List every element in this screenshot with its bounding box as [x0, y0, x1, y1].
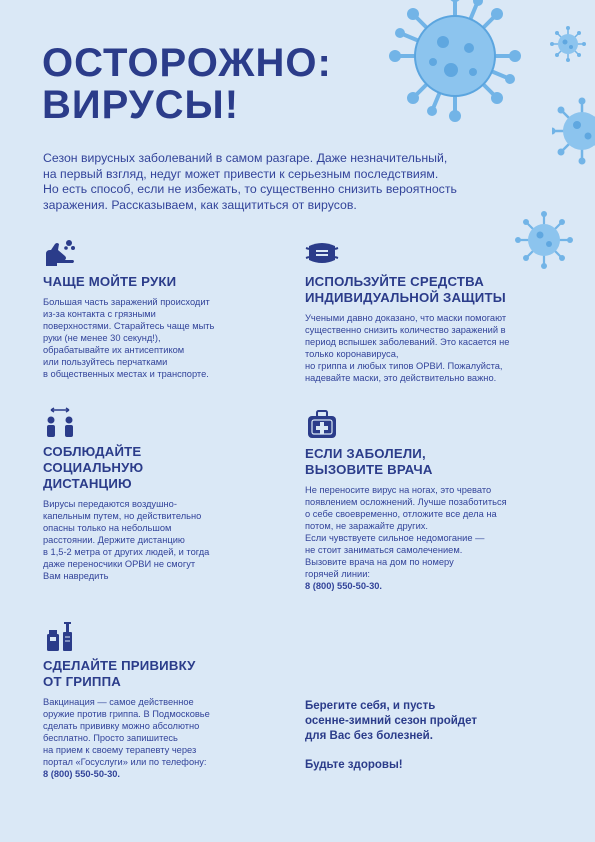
- intro-line: Но есть способ, если не избежать, то существенно снизить вероятность: [43, 182, 457, 197]
- section-body: Вирусы передаются воздушно- капельным путем, но действительно опасны только на небольшом расстоянии. Держите дистанцию в 1,5-2 метра от других людей, и тогда даже переносчики ОРВИ не смогут Вам навредить: [43, 499, 210, 581]
- intro-text: [43, 151, 538, 213]
- section-heading: ЕСЛИ ЗАБОЛЕЛИ, ВЫЗОВИТЕ ВРАЧА: [305, 446, 433, 477]
- virus-icon: [385, 0, 525, 126]
- virus-icon: [552, 96, 595, 166]
- closing-line: для Вас без болезней.: [305, 730, 433, 742]
- closing-message: [305, 699, 477, 773]
- title-line: ОСТОРОЖНО:: [42, 41, 332, 85]
- phone-number: 8 (800) 550-50-30.: [305, 581, 383, 591]
- vaccine-icon: [43, 620, 77, 654]
- page-title: [42, 42, 332, 126]
- medical-kit-icon: [305, 408, 339, 442]
- title-line: ВИРУСЫ!: [42, 83, 240, 127]
- section-vaccine: [43, 620, 283, 780]
- section-distance: [43, 406, 283, 582]
- section-wash-hands: [43, 236, 283, 380]
- section-heading: ИСПОЛЬЗУЙТЕ СРЕДСТВА ИНДИВИДУАЛЬНОЙ ЗАЩИТЫ: [305, 274, 506, 305]
- section-heading: СОБЛЮДАЙТЕ СОЦИАЛЬНУЮ ДИСТАНЦИЮ: [43, 444, 144, 491]
- social-distance-icon: [43, 406, 77, 440]
- section-body: Большая часть заражений происходит из-за контакта с грязными поверхностями. Старайтесь чаще мыть руки (не менее 30 секунд!), обрабатывайте их антисептиком или пользуйтесь перчатками в общественных местах и транспорте.: [43, 297, 215, 379]
- closing-line: Берегите себя, и пусть: [305, 700, 436, 712]
- mask-icon: [305, 236, 339, 270]
- intro-line: на первый взгляд, недуг может привести к серьезным последствиям.: [43, 166, 439, 181]
- closing-line: осенне-зимний сезон пройдет: [305, 715, 477, 727]
- closing-final: Будьте здоровы!: [305, 759, 403, 771]
- section-heading: ЧАЩЕ МОЙТЕ РУКИ: [43, 274, 177, 289]
- hand-wash-icon: [43, 236, 77, 270]
- intro-line: заражения. Рассказываем, как защититься от вирусов.: [43, 197, 357, 212]
- section-heading: СДЕЛАЙТЕ ПРИВИВКУ ОТ ГРИППА: [43, 658, 196, 689]
- section-body: Учеными давно доказано, что маски помогают существенно снизить количество заражений в период вспышек заболеваний. Это касается не только коронавируса, но гриппа и любых типов ОРВИ. Пожалуйста, надевайте маски, это действительно важно.: [305, 313, 510, 383]
- section-body: Не переносите вирус на ногах, это чревато появлением осложнений. Лучше позаботиться о себе своевременно, отложите все дела на потом, не заражайте других. Если чувствуете сильное недомогание — не стоит заниматься самолечением. Вызовите врача на дом по номеру горячей линии: 8 (800) 550-50-30.: [305, 484, 555, 592]
- section-body: Вакцинация — самое действенное оружие против гриппа. В Подмосковье сделать прививку можно абсолютно бесплатно. Просто запишитесь на прием к своему терапевту через портал «Госуслуги» или по телефону: 8 (800) 550-50-30.: [43, 696, 283, 780]
- virus-icon: [550, 26, 586, 62]
- phone-number: 8 (800) 550-50-30.: [43, 769, 121, 779]
- section-doctor: [305, 408, 555, 592]
- intro-line: Сезон вирусных заболеваний в самом разгаре. Даже незначительный,: [43, 151, 448, 165]
- section-protection: [305, 236, 555, 384]
